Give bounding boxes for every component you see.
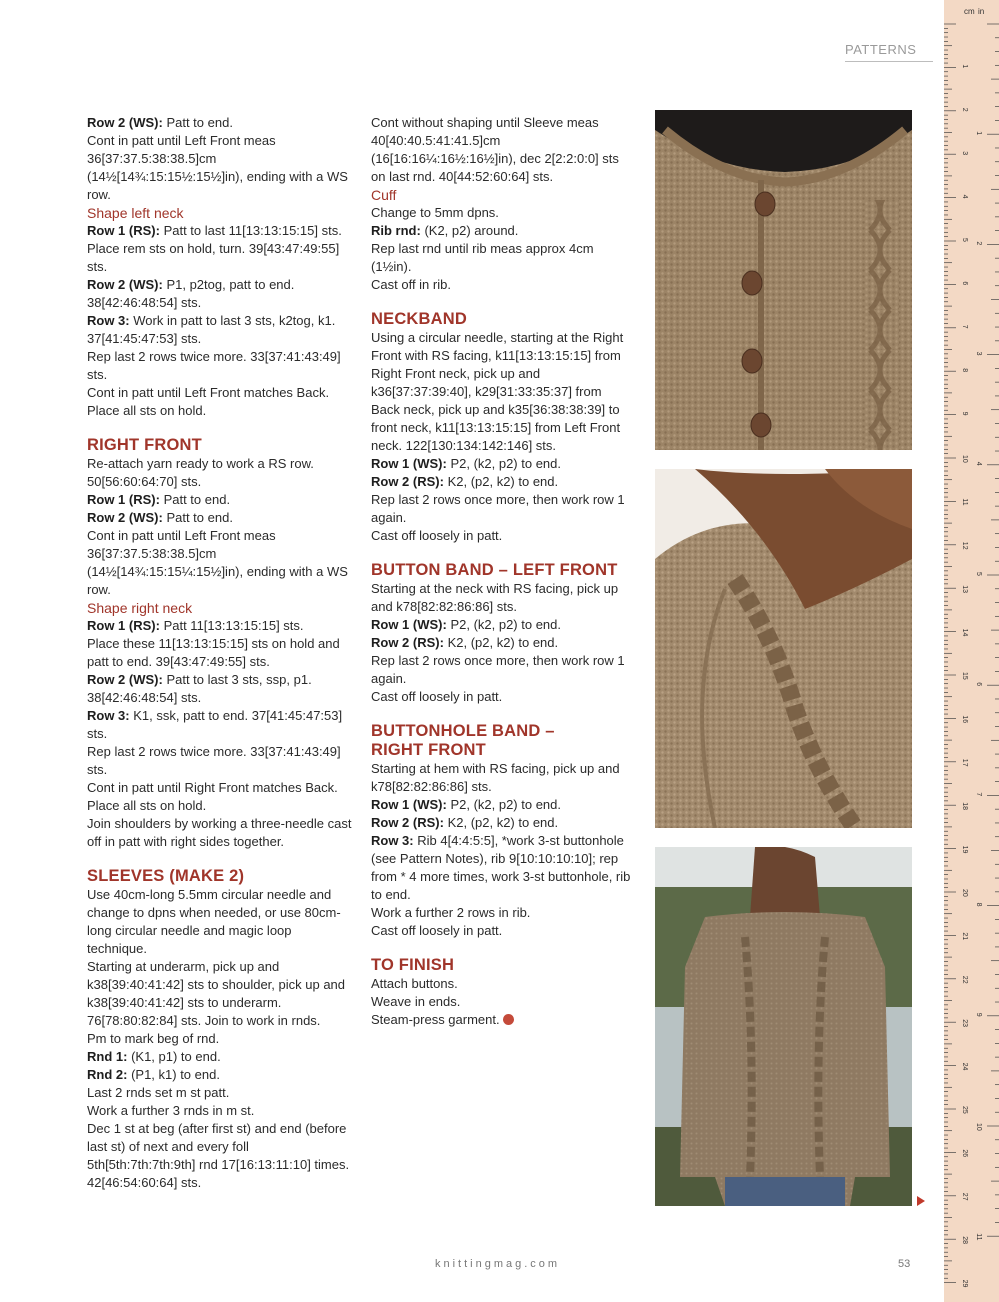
ruler-cm-number: 28	[961, 1236, 968, 1244]
continue-arrow-icon	[917, 1196, 925, 1206]
ruler-in-number: 1	[975, 131, 982, 136]
ruler-cm-number: 25	[961, 1106, 968, 1114]
page-number: 53	[898, 1258, 911, 1270]
heading-right-front: RIGHT FRONT	[87, 436, 202, 454]
heading-button-band: BUTTON BAND – LEFT FRONT	[371, 561, 618, 579]
ruler-cm-number: 7	[961, 324, 968, 329]
ruler-cm-number: 21	[961, 932, 968, 941]
footer-url: knittingmag.com	[435, 1258, 561, 1270]
ruler-cm-number: 10	[961, 455, 968, 463]
ruler	[944, 0, 999, 1302]
heading-buttonhole-band: BUTTONHOLE BAND – RIGHT FRONT	[371, 722, 555, 759]
ruler-cm-number: 19	[961, 845, 968, 854]
ruler-cm-number: 4	[961, 194, 968, 199]
ruler-cm-number: 22	[961, 975, 968, 984]
ruler-cm-number: 14	[961, 628, 968, 637]
ruler-cm-number: 24	[961, 1062, 968, 1071]
ruler-cm-number: 9	[961, 411, 968, 416]
ruler-cm-number: 26	[961, 1149, 968, 1158]
ruler-in-number: 8	[975, 902, 982, 907]
ruler-cm-number: 8	[961, 368, 968, 373]
heading-sleeves: SLEEVES (MAKE 2)	[87, 867, 245, 885]
ruler-in-number: 10	[975, 1123, 982, 1131]
ruler-cm-number: 5	[961, 238, 968, 242]
ruler-in-number: 3	[975, 351, 982, 356]
ruler-in-number: 11	[975, 1233, 982, 1241]
ruler-cm-number: 2	[961, 107, 968, 112]
heading-to-finish: TO FINISH	[371, 956, 455, 974]
photo-cardigan-shoulder	[655, 469, 912, 828]
text-column-1: Row 2 (WS): Patt to end. Cont in patt until Left Front meas 36[37:37.5:38:38.5]cm (14½[14¾:15:15½:15½]in), ending with a WS row. Shape left neck Row 1 (RS): Patt to last 11[13:13:15:15] sts. Place rem sts on hold, turn. 39[43:47:49:55] sts. Row 2 (WS): P1, p2tog, patt to end. 38[42:46:48:54] sts. Row 3: Work in patt to last 3 sts, k2tog, k1. 37[41:45:47:53] sts. Rep last 2 rows twice more. 33[37:41:43:49] sts. Cont in patt until Left Front matches Back. Place all sts on hold. RIGHT FRONT Re-attach yarn ready to work a RS row. 50[56:60:64:70] sts. Row 1 (RS): Patt to end. Row 2 (WS): Patt to end. Cont in patt until Left Front meas 36[37:37.5:38:38.5]cm (14½[14¾:15:15¼:15½]in), ending with a WS row. Shape right neck Row 1 (RS): Patt 11[13:13:15:15] sts. Place these 11[13:13:15:15] sts on hold and patt to end. 39[43:47:49:55] sts. Row 2 (WS): Patt to last 3 sts, ssp, p1. 38[42:46:48:54] sts. Row 3: K1, ssk, patt to end. 37[41:45:47:53] sts. Rep last 2 rows twice more. 33[37:41:43:49] sts. Cont in patt until Right Front matches Back. Place all sts on hold. Join shoulders by working a three-needle cast off in patt with right sides together. SLEEVES (MAKE 2) Use 40cm-long 5.5mm circular needle and change to dpns when needed, or use 80cm-long circular needle and magic loop technique. Starting at underarm, pick up and k38[39:40:41:42] sts to shoulder, pick up and k38[39:40:41:42] sts to underarm. 76[78:80:82:84] sts. Join to work in rnds. Pm to mark beg of rnd. Rnd 1: (K1, p1) to end. Rnd 2: (P1, k1) to end. Last 2 rnds set m st patt. Work a further 3 rnds in m st. Dec 1 st at beg (after first st) and end (before last st) of next and every foll 5th[5th:7th:7th:9th] rnd 17[16:13:11:10] times. 42[46:54:60:64] sts.	[87, 114, 355, 1192]
ruler-in-number: 5	[975, 572, 982, 576]
ruler-cm-number: 3	[961, 151, 968, 156]
ruler-cm-number: 29	[961, 1279, 968, 1288]
ruler-cm-number: 17	[961, 758, 968, 767]
section-label: PATTERNS	[845, 42, 933, 62]
ruler-cm-number: 6	[961, 281, 968, 286]
photo-cardigan-front	[655, 110, 912, 450]
ruler-cm-number: 12	[961, 541, 968, 550]
ruler-in-number: 7	[975, 792, 982, 797]
subheading-shape-left-neck: Shape left neck	[87, 205, 184, 221]
ruler-in-number: 6	[975, 682, 982, 687]
ruler-cm-number: 15	[961, 672, 968, 680]
ruler-in-label: in	[978, 7, 985, 16]
ruler-in-number: 2	[975, 241, 982, 246]
ruler-cm-number: 16	[961, 715, 968, 724]
ruler-cm-number: 27	[961, 1192, 968, 1201]
ruler-cm-label: cm	[964, 7, 975, 16]
photo-cardigan-back	[655, 847, 912, 1206]
ruler-cm-number: 13	[961, 585, 968, 593]
ruler-cm-number: 20	[961, 889, 968, 897]
ruler-cm-number: 18	[961, 802, 968, 810]
subheading-cuff: Cuff	[371, 187, 397, 203]
text-column-2: Cont without shaping until Sleeve meas 40[40:40.5:41:41.5]cm (16[16:16¼:16½:16½]in), dec 2[2:2:0:0] sts on last rnd. 40[44:52:60:64] sts. Cuff Change to 5mm dpns. Rib rnd: (K2, p2) around. Rep last rnd until rib meas approx 4cm (1½in). Cast off in rib. NECKBAND Using a circular needle, starting at the Right Front with RS facing, k11[13:13:15:15] from Right Front neck, pick up and k36[37:37:39:40], k29[31:33:35:37] from Back neck, pick up and k35[36:38:38:39] to front neck, k11[13:13:15:15] from Left Front neck. 122[130:134:142:146] sts. Row 1 (WS): P2, (k2, p2) to end. Row 2 (RS): K2, (p2, k2) to end. Rep last 2 rows once more, then work row 1 again. Cast off loosely in patt. BUTTON BAND – LEFT FRONT Starting at the neck with RS facing, pick up and k78[82:82:86:86] sts. Row 1 (WS): P2, (k2, p2) to end. Row 2 (RS): K2, (p2, k2) to end. Rep last 2 rows once more, then work row 1 again. Cast off loosely in patt. BUTTONHOLE BAND – RIGHT FRONT Starting at hem with RS facing, pick up and k78[82:82:86:86] sts. Row 1 (WS): P2, (k2, p2) to end. Row 2 (RS): K2, (p2, k2) to end. Row 3: Rib 4[4:4:5:5], *work 3-st buttonhole (see Pattern Notes), rib 9[10:10:10:10]; rep from * 4 more times, work 3-st buttonhole, rib to end. Work a further 2 rows in rib. Cast off loosely in patt. TO FINISH Attach buttons. Weave in ends. Steam-press garment.	[371, 114, 633, 1029]
heading-neckband: NECKBAND	[371, 310, 468, 328]
ruler-cm-number: 11	[961, 498, 968, 506]
ruler-in-number: 9	[975, 1012, 982, 1017]
yarn-ball-icon	[503, 1014, 514, 1025]
ruler-cm-number: 1	[961, 64, 968, 69]
ruler-in-number: 4	[975, 461, 982, 466]
ruler-cm-number: 23	[961, 1019, 968, 1027]
subheading-shape-right-neck: Shape right neck	[87, 600, 193, 616]
ruler-background	[944, 0, 999, 1302]
